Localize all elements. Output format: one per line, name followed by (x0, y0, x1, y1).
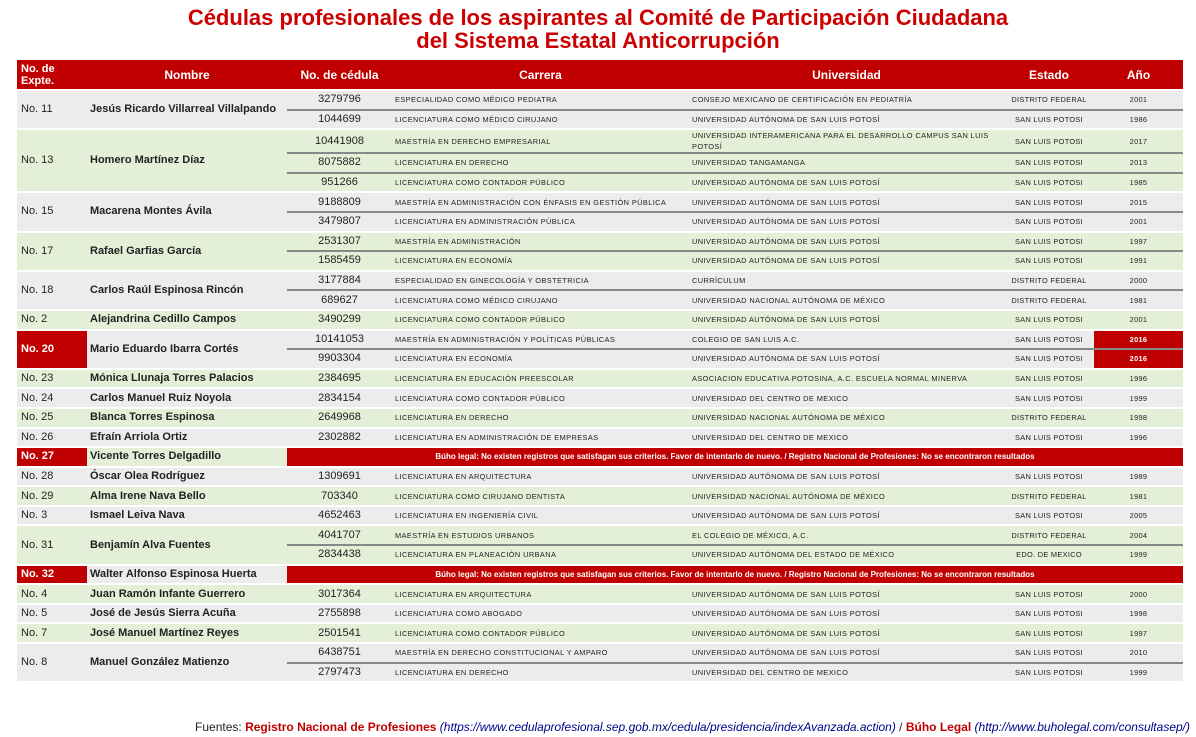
estado-cell: SAN LUIS POTOSI (1004, 623, 1094, 643)
expediente-cell: No. 31 (17, 525, 87, 564)
table-row (17, 486, 1183, 506)
ano-cell: 1985 (1094, 173, 1183, 193)
footer-prefix: Fuentes: (195, 720, 246, 734)
estado-cell: SAN LUIS POTOSI (1004, 428, 1094, 448)
table-row (17, 643, 1183, 663)
carrera-cell: LICENCIATURA EN ECONOMÍA (392, 349, 689, 369)
applicant-name: Macarena Montes Ávila (87, 192, 287, 231)
expediente-cell: No. 27 (17, 447, 87, 467)
applicant-name: José Manuel Martínez Reyes (87, 623, 287, 643)
applicant-name: Carlos Manuel Ruiz Noyola (87, 388, 287, 408)
table-row (17, 408, 1183, 428)
no-records-notice: Búho legal: No existen registros que satisfagan sus criterios. Favor de intentarlo de nuevo. / Registro Nacional de Profesiones: No se encontraron resultados (287, 565, 1183, 585)
universidad-cell: UNIVERSIDAD AUTÓNOMA DE SAN LUIS POTOSÍ (689, 506, 1004, 526)
table-row (17, 192, 1183, 212)
universidad-cell: UNIVERSIDAD DEL CENTRO DE MEXICO (689, 428, 1004, 448)
header-estado[interactable]: Estado (1004, 60, 1094, 90)
expediente-cell: No. 7 (17, 623, 87, 643)
carrera-cell: LICENCIATURA EN INGENIERÍA CIVIL (392, 506, 689, 526)
applicant-name: Mario Eduardo Ibarra Cortés (87, 330, 287, 369)
estado-cell: SAN LUIS POTOSI (1004, 604, 1094, 624)
table-row (17, 584, 1183, 604)
ano-cell: 1996 (1094, 428, 1183, 448)
table-row (17, 467, 1183, 487)
estado-cell: DISTRITO FEDERAL (1004, 90, 1094, 110)
table-row (17, 525, 1183, 545)
table-row (17, 232, 1183, 252)
source-buho-url[interactable]: (http://www.buholegal.com/consultasep/) (974, 720, 1190, 734)
estado-cell: SAN LUIS POTOSI (1004, 251, 1094, 271)
carrera-cell: LICENCIATURA EN DERECHO (392, 153, 689, 173)
cedula-number: 3279796 (287, 90, 392, 110)
header-universidad[interactable]: Universidad (689, 60, 1004, 90)
universidad-cell: COLEGIO DE SAN LUIS A.C. (689, 330, 1004, 350)
estado-cell: DISTRITO FEDERAL (1004, 525, 1094, 545)
expediente-cell: No. 8 (17, 643, 87, 682)
carrera-cell: LICENCIATURA EN DERECHO (392, 663, 689, 683)
carrera-cell: LICENCIATURA COMO MÉDICO CIRUJANO (392, 290, 689, 310)
sources-footer (0, 720, 1190, 734)
ano-cell: 2016 (1094, 330, 1183, 350)
ano-cell: 2004 (1094, 525, 1183, 545)
ano-cell: 1986 (1094, 110, 1183, 130)
cedula-number: 951266 (287, 173, 392, 193)
cedula-number: 2384695 (287, 369, 392, 389)
applicant-name: Efraín Arriola Ortiz (87, 428, 287, 448)
cedula-number: 2834154 (287, 388, 392, 408)
universidad-cell: EL COLEGIO DE MÉXICO, A.C. (689, 525, 1004, 545)
header-cedula[interactable]: No. de cédula (287, 60, 392, 90)
carrera-cell: MAESTRÍA EN DERECHO EMPRESARIAL (392, 129, 689, 153)
cedula-number: 9903304 (287, 349, 392, 369)
universidad-cell: UNIVERSIDAD NACIONAL AUTÓNOMA DE MÉXICO (689, 408, 1004, 428)
cedula-number: 2501541 (287, 623, 392, 643)
cedula-number: 1309691 (287, 467, 392, 487)
carrera-cell: LICENCIATURA EN ADMINISTRACIÓN PÚBLICA (392, 212, 689, 232)
applicant-name: Homero Martínez Díaz (87, 129, 287, 192)
estado-cell: SAN LUIS POTOSI (1004, 310, 1094, 330)
expediente-cell: No. 20 (17, 330, 87, 369)
estado-cell: SAN LUIS POTOSI (1004, 663, 1094, 683)
cedula-number: 1044699 (287, 110, 392, 130)
applicant-name: Blanca Torres Espinosa (87, 408, 287, 428)
cedula-number: 1585459 (287, 251, 392, 271)
expediente-cell: No. 23 (17, 369, 87, 389)
ano-cell: 1999 (1094, 545, 1183, 565)
expediente-cell: No. 11 (17, 90, 87, 129)
cedula-number: 3490299 (287, 310, 392, 330)
cedula-number: 703340 (287, 486, 392, 506)
ano-cell: 1997 (1094, 623, 1183, 643)
universidad-cell: UNIVERSIDAD AUTÓNOMA DE SAN LUIS POTOSÍ (689, 192, 1004, 212)
ano-cell: 2016 (1094, 349, 1183, 369)
universidad-cell: ASOCIACION EDUCATIVA POTOSINA, A.C. ESCUELA NORMAL MINERVA (689, 369, 1004, 389)
estado-cell: SAN LUIS POTOSI (1004, 643, 1094, 663)
ano-cell: 2010 (1094, 643, 1183, 663)
cedula-number: 2834438 (287, 545, 392, 565)
table-row (17, 310, 1183, 330)
estado-cell: SAN LUIS POTOSI (1004, 467, 1094, 487)
universidad-cell: UNIVERSIDAD NACIONAL AUTÓNOMA DE MÉXICO (689, 290, 1004, 310)
applicant-name: José de Jesús Sierra Acuña (87, 604, 287, 624)
no-records-notice: Búho legal: No existen registros que satisfagan sus criterios. Favor de intentarlo de nuevo. / Registro Nacional de Profesiones: No se encontraron resultados (287, 447, 1183, 467)
candidates-table (17, 60, 1183, 683)
applicant-name: Manuel González Matienzo (87, 643, 287, 682)
cedula-number: 3479807 (287, 212, 392, 232)
header-nombre[interactable]: Nombre (87, 60, 287, 90)
cedula-number: 2302882 (287, 428, 392, 448)
table-row (17, 428, 1183, 448)
estado-cell: DISTRITO FEDERAL (1004, 271, 1094, 291)
cedula-number: 10441908 (287, 129, 392, 153)
table-header-row (17, 60, 1183, 90)
title-line-1: Cédulas profesionales de los aspirantes al Comité de Participación Ciudadana (187, 5, 1009, 30)
carrera-cell: LICENCIATURA COMO ABOGADO (392, 604, 689, 624)
ano-cell: 2005 (1094, 506, 1183, 526)
expediente-cell: No. 2 (17, 310, 87, 330)
table-row (17, 330, 1183, 350)
cedula-number: 2797473 (287, 663, 392, 683)
applicant-name: Alejandrina Cedillo Campos (87, 310, 287, 330)
applicant-name: Mónica Llunaja Torres Palacios (87, 369, 287, 389)
universidad-cell: UNIVERSIDAD INTERAMERICANA PARA EL DESARROLLO CAMPUS SAN LUIS POTOSÍ (689, 129, 1004, 153)
universidad-cell: UNIVERSIDAD DEL CENTRO DE MEXICO (689, 663, 1004, 683)
carrera-cell: LICENCIATURA COMO MÉDICO CIRUJANO (392, 110, 689, 130)
source-rnp-url[interactable]: (https://www.cedulaprofesional.sep.gob.mx/cedula/presidencia/indexAvanzada.action) (439, 720, 896, 734)
carrera-cell: LICENCIATURA EN EDUCACIÓN PREESCOLAR (392, 369, 689, 389)
carrera-cell: LICENCIATURA COMO CONTADOR PÚBLICO (392, 388, 689, 408)
table-row (17, 369, 1183, 389)
table-row (17, 271, 1183, 291)
estado-cell: SAN LUIS POTOSI (1004, 369, 1094, 389)
universidad-cell: UNIVERSIDAD DEL CENTRO DE MEXICO (689, 388, 1004, 408)
estado-cell: SAN LUIS POTOSI (1004, 192, 1094, 212)
estado-cell: DISTRITO FEDERAL (1004, 290, 1094, 310)
carrera-cell: LICENCIATURA COMO CONTADOR PÚBLICO (392, 623, 689, 643)
cedula-number: 9188809 (287, 192, 392, 212)
ano-cell: 2013 (1094, 153, 1183, 173)
ano-cell: 2001 (1094, 212, 1183, 232)
estado-cell: SAN LUIS POTOSI (1004, 349, 1094, 369)
page-title (0, 6, 1196, 52)
ano-cell: 1997 (1094, 232, 1183, 252)
carrera-cell: LICENCIATURA COMO CIRUJANO DENTISTA (392, 486, 689, 506)
estado-cell: EDO. DE MEXICO (1004, 545, 1094, 565)
ano-cell: 2001 (1094, 310, 1183, 330)
carrera-cell: MAESTRÍA EN ADMINISTRACIÓN CON ÉNFASIS EN GESTIÓN PÚBLICA (392, 192, 689, 212)
cedula-number: 10141053 (287, 330, 392, 350)
estado-cell: SAN LUIS POTOSI (1004, 173, 1094, 193)
estado-cell: SAN LUIS POTOSI (1004, 232, 1094, 252)
universidad-cell: UNIVERSIDAD AUTÓNOMA DE SAN LUIS POTOSÍ (689, 232, 1004, 252)
applicant-name: Rafael Garfias García (87, 232, 287, 271)
expediente-cell: No. 3 (17, 506, 87, 526)
expediente-cell: No. 24 (17, 388, 87, 408)
expediente-cell: No. 29 (17, 486, 87, 506)
carrera-cell: LICENCIATURA EN ECONOMÍA (392, 251, 689, 271)
table-row (17, 447, 1183, 467)
ano-cell: 1999 (1094, 663, 1183, 683)
ano-cell: 1981 (1094, 290, 1183, 310)
universidad-cell: CURRÍCULUM (689, 271, 1004, 291)
applicant-name: Juan Ramón Infante Guerrero (87, 584, 287, 604)
expediente-cell: No. 4 (17, 584, 87, 604)
universidad-cell: UNIVERSIDAD AUTÓNOMA DE SAN LUIS POTOSÍ (689, 467, 1004, 487)
cedula-number: 3177884 (287, 271, 392, 291)
table-row (17, 604, 1183, 624)
carrera-cell: MAESTRÍA EN DERECHO CONSTITUCIONAL Y AMPARO (392, 643, 689, 663)
expediente-cell: No. 32 (17, 565, 87, 585)
estado-cell: DISTRITO FEDERAL (1004, 408, 1094, 428)
footer-separator: / (895, 720, 906, 734)
title-line-2: del Sistema Estatal Anticorrupción (416, 28, 780, 53)
carrera-cell: ESPECIALIDAD EN GINECOLOGÍA Y OBSTETRICIA (392, 271, 689, 291)
universidad-cell: UNIVERSIDAD AUTÓNOMA DE SAN LUIS POTOSÍ (689, 604, 1004, 624)
cedula-number: 6438751 (287, 643, 392, 663)
universidad-cell: UNIVERSIDAD AUTÓNOMA DE SAN LUIS POTOSÍ (689, 212, 1004, 232)
universidad-cell: UNIVERSIDAD TANGAMANGA (689, 153, 1004, 173)
universidad-cell: CONSEJO MEXICANO DE CERTIFICACIÓN EN PEDIATRÍA (689, 90, 1004, 110)
ano-cell: 2000 (1094, 584, 1183, 604)
expediente-cell: No. 5 (17, 604, 87, 624)
cedula-number: 2649968 (287, 408, 392, 428)
universidad-cell: UNIVERSIDAD AUTÓNOMA DE SAN LUIS POTOSÍ (689, 643, 1004, 663)
universidad-cell: UNIVERSIDAD AUTÓNOMA DE SAN LUIS POTOSÍ (689, 349, 1004, 369)
table-row (17, 565, 1183, 585)
carrera-cell: LICENCIATURA COMO CONTADOR PÚBLICO (392, 310, 689, 330)
carrera-cell: ESPECIALIDAD COMO MÉDICO PEDIATRA (392, 90, 689, 110)
table-row (17, 506, 1183, 526)
carrera-cell: LICENCIATURA EN ARQUITECTURA (392, 584, 689, 604)
carrera-cell: MAESTRÍA EN ADMINISTRACIÓN Y POLÍTICAS PÚBLICAS (392, 330, 689, 350)
cedula-number: 689627 (287, 290, 392, 310)
table-row (17, 623, 1183, 643)
universidad-cell: UNIVERSIDAD AUTÓNOMA DE SAN LUIS POTOSÍ (689, 251, 1004, 271)
expediente-cell: No. 18 (17, 271, 87, 310)
ano-cell: 1991 (1094, 251, 1183, 271)
estado-cell: SAN LUIS POTOSI (1004, 153, 1094, 173)
expediente-cell: No. 25 (17, 408, 87, 428)
cedula-number: 2531307 (287, 232, 392, 252)
cedula-number: 4652463 (287, 506, 392, 526)
expediente-cell: No. 17 (17, 232, 87, 271)
source-rnp: Registro Nacional de Profesiones (245, 720, 437, 734)
table-row (17, 129, 1183, 153)
universidad-cell: UNIVERSIDAD AUTÓNOMA DE SAN LUIS POTOSÍ (689, 110, 1004, 130)
ano-cell: 2017 (1094, 129, 1183, 153)
universidad-cell: UNIVERSIDAD AUTÓNOMA DE SAN LUIS POTOSÍ (689, 623, 1004, 643)
ano-cell: 2000 (1094, 271, 1183, 291)
carrera-cell: LICENCIATURA EN PLANEACIÓN URBANA (392, 545, 689, 565)
header-ano[interactable]: Año (1094, 60, 1183, 90)
cedula-number: 8075882 (287, 153, 392, 173)
estado-cell: DISTRITO FEDERAL (1004, 486, 1094, 506)
universidad-cell: UNIVERSIDAD AUTÓNOMA DE SAN LUIS POTOSÍ (689, 310, 1004, 330)
carrera-cell: LICENCIATURA COMO CONTADOR PÚBLICO (392, 173, 689, 193)
universidad-cell: UNIVERSIDAD AUTÓNOMA DE SAN LUIS POTOSÍ (689, 173, 1004, 193)
header-carrera[interactable]: Carrera (392, 60, 689, 90)
cedula-number: 3017364 (287, 584, 392, 604)
applicant-name: Vicente Torres Delgadillo (87, 447, 287, 467)
carrera-cell: MAESTRÍA EN ESTUDIOS URBANOS (392, 525, 689, 545)
estado-cell: SAN LUIS POTOSI (1004, 584, 1094, 604)
applicant-name: Walter Alfonso Espinosa Huerta (87, 565, 287, 585)
header-exp[interactable]: No. de Expte. (17, 60, 87, 90)
universidad-cell: UNIVERSIDAD AUTÓNOMA DE SAN LUIS POTOSÍ (689, 584, 1004, 604)
source-buho: Búho Legal (905, 720, 972, 734)
estado-cell: SAN LUIS POTOSI (1004, 129, 1094, 153)
expediente-cell: No. 26 (17, 428, 87, 448)
ano-cell: 1998 (1094, 604, 1183, 624)
ano-cell: 1999 (1094, 388, 1183, 408)
applicant-name: Jesús Ricardo Villarreal Villalpando (87, 90, 287, 129)
ano-cell: 1989 (1094, 467, 1183, 487)
applicant-name: Carlos Raúl Espinosa Rincón (87, 271, 287, 310)
cedula-number: 2755898 (287, 604, 392, 624)
ano-cell: 1996 (1094, 369, 1183, 389)
estado-cell: SAN LUIS POTOSI (1004, 110, 1094, 130)
table-row (17, 90, 1183, 110)
universidad-cell: UNIVERSIDAD AUTÓNOMA DEL ESTADO DE MÉXICO (689, 545, 1004, 565)
applicant-name: Alma Irene Nava Bello (87, 486, 287, 506)
universidad-cell: UNIVERSIDAD NACIONAL AUTÓNOMA DE MÉXICO (689, 486, 1004, 506)
carrera-cell: LICENCIATURA EN DERECHO (392, 408, 689, 428)
estado-cell: SAN LUIS POTOSI (1004, 212, 1094, 232)
applicant-name: Óscar Olea Rodríguez (87, 467, 287, 487)
applicant-name: Ismael Leiva Nava (87, 506, 287, 526)
ano-cell: 2001 (1094, 90, 1183, 110)
estado-cell: SAN LUIS POTOSI (1004, 330, 1094, 350)
carrera-cell: LICENCIATURA EN ADMINISTRACIÓN DE EMPRESAS (392, 428, 689, 448)
carrera-cell: LICENCIATURA EN ARQUITECTURA (392, 467, 689, 487)
ano-cell: 1998 (1094, 408, 1183, 428)
applicant-name: Benjamín Alva Fuentes (87, 525, 287, 564)
table-row (17, 388, 1183, 408)
expediente-cell: No. 15 (17, 192, 87, 231)
estado-cell: SAN LUIS POTOSI (1004, 388, 1094, 408)
ano-cell: 2015 (1094, 192, 1183, 212)
expediente-cell: No. 28 (17, 467, 87, 487)
carrera-cell: MAESTRÍA EN ADMINISTRACIÓN (392, 232, 689, 252)
ano-cell: 1981 (1094, 486, 1183, 506)
expediente-cell: No. 13 (17, 129, 87, 192)
estado-cell: SAN LUIS POTOSI (1004, 506, 1094, 526)
cedula-number: 4041707 (287, 525, 392, 545)
